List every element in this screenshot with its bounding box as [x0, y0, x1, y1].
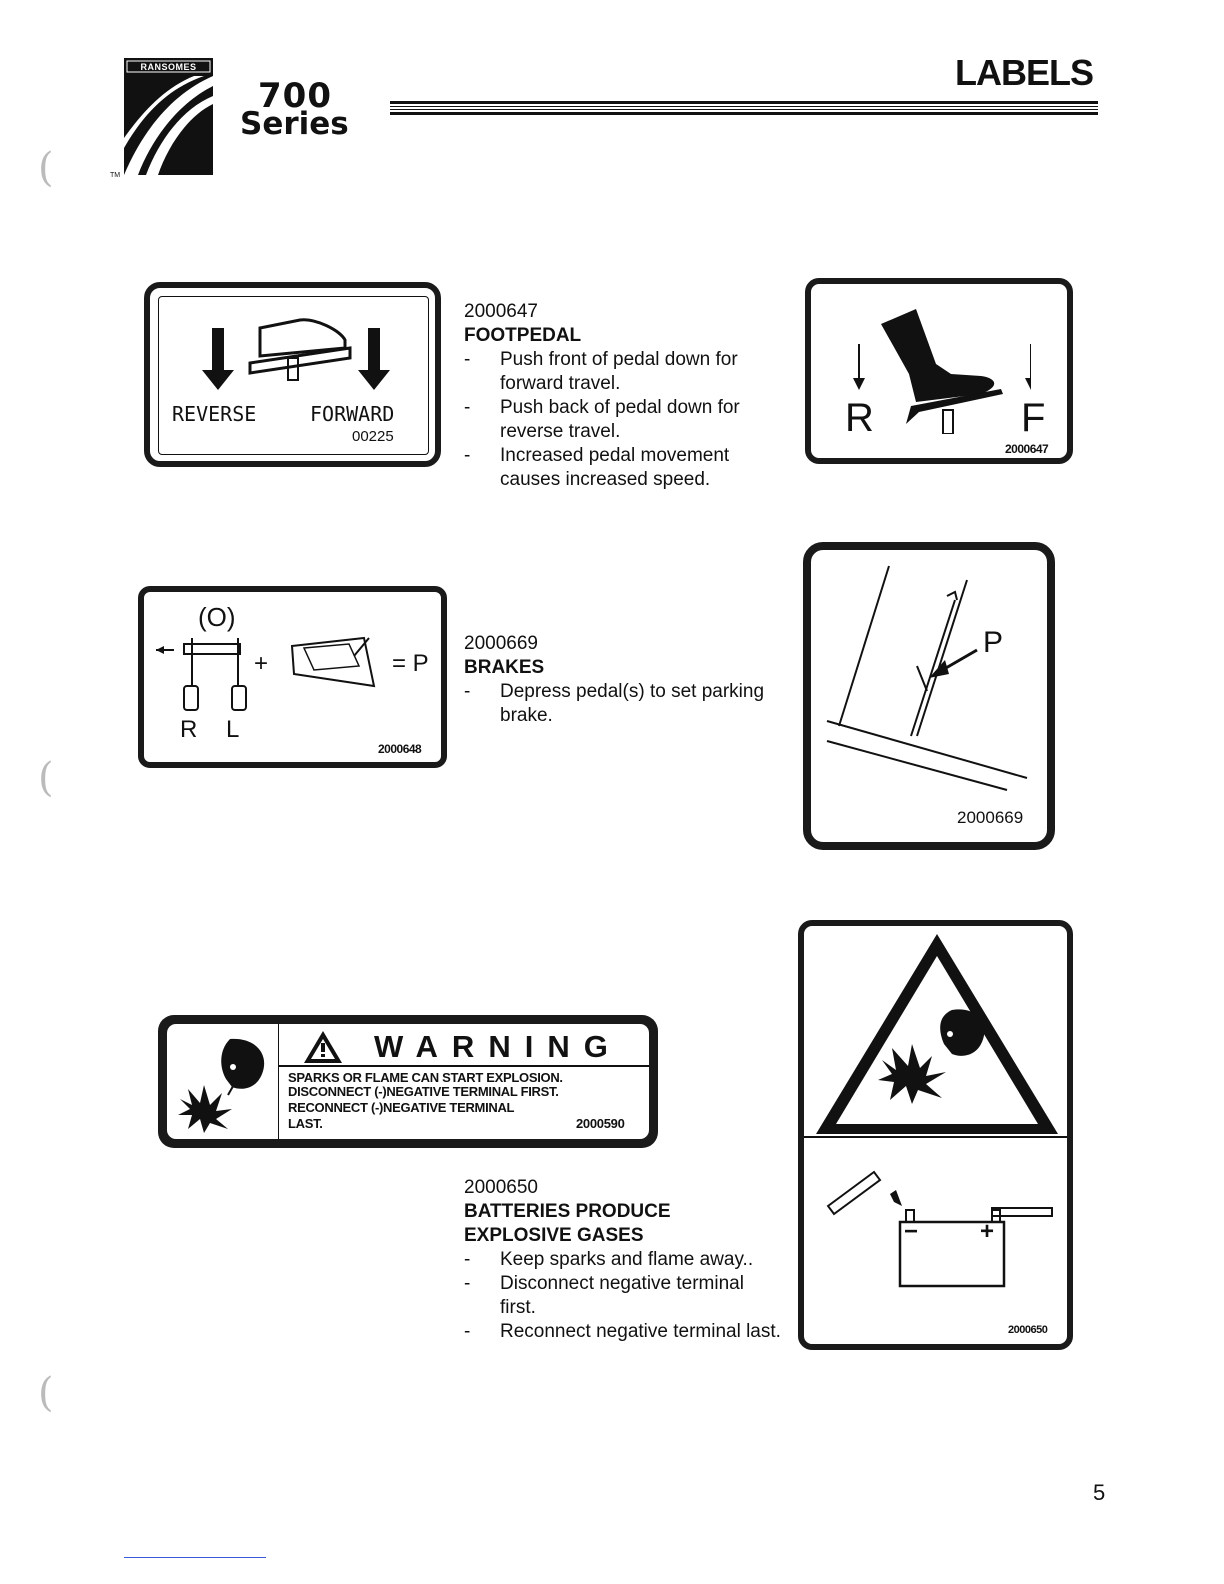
binder-hole-mark: (: [38, 755, 54, 801]
f-label: F: [1021, 396, 1046, 440]
brake-decal-2000669: [803, 542, 1055, 850]
p-label: P: [983, 626, 1004, 659]
parking-brake-lever-icon: [817, 556, 1047, 796]
list-item: - Disconnect negative terminal first.: [464, 1273, 744, 1318]
binder-hole-mark: (: [38, 1370, 54, 1416]
warning-line: RECONNECT (-)NEGATIVE TERMINAL: [288, 1100, 515, 1115]
footer-rule: [124, 1557, 266, 1558]
decal-code: 2000590: [576, 1116, 625, 1131]
series-number: 700: [258, 76, 332, 116]
warning-word: WARNING: [374, 1029, 622, 1064]
warning-line: SPARKS OR FLAME CAN START EXPLOSION.: [288, 1070, 563, 1085]
brake-pedal-lock-icon: [154, 636, 394, 716]
battery-spark-icon: [824, 1162, 1054, 1292]
equals-p-label: = P: [392, 650, 429, 677]
label-title: FOOTPEDAL: [464, 325, 582, 346]
warning-line: DISCONNECT (-)NEGATIVE TERMINAL FIRST.: [288, 1084, 559, 1099]
brake-decal-2000648: [138, 586, 447, 768]
decal-code: 2000669: [957, 808, 1024, 827]
minus-sign: −: [904, 1218, 919, 1245]
battery-decal-2000650: [798, 920, 1073, 1350]
batteries-description: [464, 1176, 784, 1344]
foot-on-pedal-icon: [190, 308, 400, 398]
footpedal-decal-00225: [144, 282, 441, 467]
part-number: 2000647: [464, 301, 538, 322]
binder-hole-mark: (: [38, 145, 54, 191]
explosion-warning-triangle-icon: [812, 930, 1062, 1140]
o-label: (O): [198, 602, 236, 632]
ransomes-logo: [124, 58, 213, 175]
brakes-description: [464, 632, 764, 728]
header-rule: [390, 109, 1098, 110]
label-title: BRAKES: [464, 657, 545, 678]
warning-triangle-icon: [302, 1029, 344, 1065]
list-item: - Push back of pedal down for reverse travel.: [464, 397, 740, 442]
header-rule: [390, 101, 1098, 104]
plus-sign: +: [980, 1218, 995, 1245]
series-word: Series: [240, 106, 349, 142]
footpedal-decal-2000647: [805, 278, 1073, 464]
explosion-icon: [170, 1029, 274, 1133]
list-item: - Increased pedal movement causes increased speed.: [464, 445, 730, 490]
reverse-label: REVERSE: [172, 402, 257, 426]
trademark: TM: [110, 172, 121, 179]
label-title: BATTERIES PRODUCE: [464, 1201, 671, 1222]
part-number: 2000669: [464, 633, 538, 654]
footpedal-description: [464, 300, 774, 492]
decal-code: 2000648: [378, 742, 422, 756]
decal-code: 2000650: [1008, 1324, 1048, 1336]
header-rule: [390, 112, 1098, 115]
warning-decal-2000590: [158, 1015, 658, 1148]
r-label: R: [180, 716, 198, 743]
part-number: 2000650: [464, 1177, 538, 1198]
decal-code: 2000647: [1005, 442, 1049, 456]
page-number: 5: [1093, 1480, 1106, 1505]
brand-text: RANSOMES: [140, 62, 197, 72]
header-rule: [390, 106, 1098, 107]
list-item: - Reconnect negative terminal last.: [464, 1321, 781, 1342]
forward-label: FORWARD: [310, 402, 395, 426]
r-label: R: [845, 396, 874, 440]
label-title: EXPLOSIVE GASES: [464, 1225, 644, 1246]
warning-line: LAST.: [288, 1116, 323, 1131]
list-item: - Depress pedal(s) to set parking brake.: [464, 681, 765, 726]
section-title: LABELS: [955, 52, 1093, 93]
list-item: - Keep sparks and flame away..: [464, 1249, 754, 1270]
plus-sign: +: [254, 650, 269, 677]
l-label: L: [226, 716, 240, 743]
list-item: - Push front of pedal down for forward travel.: [464, 349, 738, 394]
decal-code: 00225: [352, 428, 394, 445]
